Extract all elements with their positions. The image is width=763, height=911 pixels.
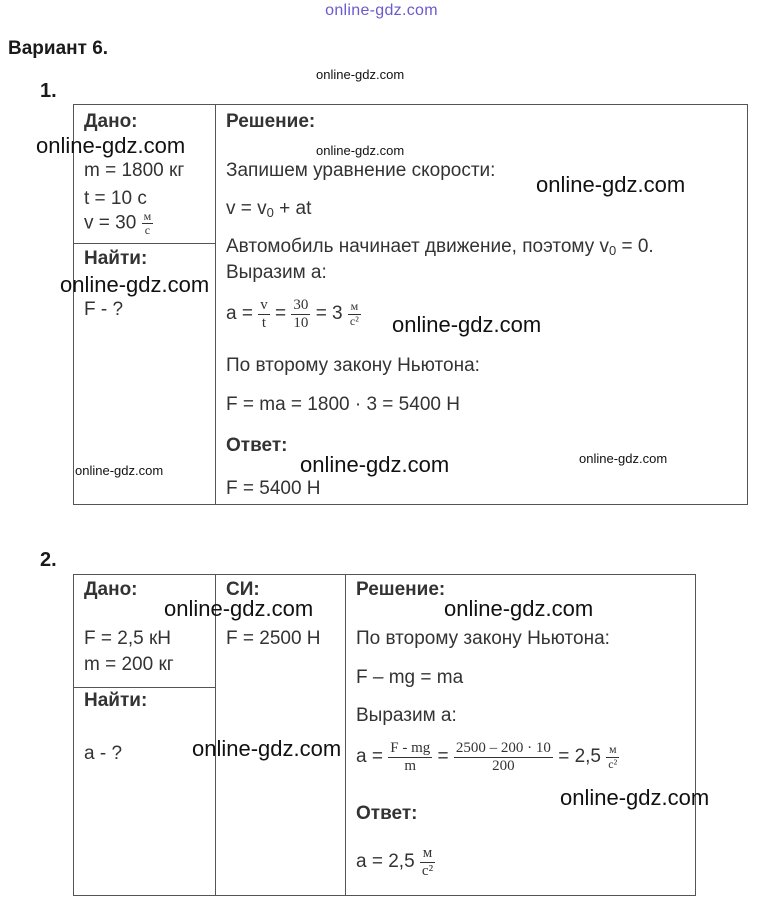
unit-numerator: м (143, 209, 152, 223)
denominator: m (404, 757, 417, 774)
watermark: online-gdz.com (192, 736, 342, 761)
p1-line-velocity-eq: Запишем уравнение скорости: (226, 160, 496, 181)
p2-given-force: F = 2,5 кН (84, 628, 171, 649)
variant-title: Вариант 6. (8, 38, 109, 59)
eq-part: a = (356, 746, 383, 768)
p2-answer-head: Ответ: (356, 803, 418, 824)
watermark: online-gdz.com (300, 452, 450, 477)
denominator: с² (421, 862, 434, 879)
denominator: с² (349, 313, 359, 328)
p2-find-cell (73, 687, 216, 896)
unit-denominator: с (144, 223, 151, 238)
watermark: online-gdz.com (560, 785, 710, 810)
p1-given-mass: m = 1800 кг (84, 160, 185, 181)
text-part: = 0. (616, 236, 654, 257)
numerator: м (420, 845, 435, 863)
watermark: online-gdz.com (75, 463, 164, 478)
watermark: online-gdz.com (36, 133, 186, 158)
numerator: м (606, 743, 619, 757)
watermark: online-gdz.com (579, 451, 668, 466)
eq-part: + at (273, 198, 312, 219)
problem-1-number: 1. (40, 80, 57, 102)
p2-solution-head: Решение: (356, 579, 446, 600)
p2-si-cell (215, 574, 346, 896)
p2-line-express: Выразим а: (356, 705, 457, 726)
numerator: 30 (293, 297, 309, 313)
p2-si-head: СИ: (226, 579, 260, 600)
numerator: м (348, 300, 361, 314)
unit-fraction (420, 845, 435, 879)
unit-fraction (348, 300, 361, 327)
numerator: 2500 – 200 · 10 (455, 740, 551, 756)
watermark: online-gdz.com (60, 272, 210, 297)
eq-subscript: 0 (266, 205, 274, 220)
p2-given-head: Дано: (84, 579, 138, 600)
site-header-link[interactable]: online-gdz.com (325, 2, 438, 19)
p2-solution-cell (345, 574, 696, 896)
fraction (258, 297, 270, 331)
numerator: F - mg (390, 740, 431, 756)
problem-2-number: 2. (40, 549, 57, 571)
p2-si-value: F = 2500 Н (226, 628, 321, 649)
denominator: 200 (492, 757, 515, 774)
p1-given-head: Дано: (84, 111, 138, 132)
p1-answer-head: Ответ: (226, 435, 288, 456)
text-subscript: 0 (608, 243, 617, 258)
eq-part: = 2,5 (558, 746, 601, 768)
p1-eq-force: F = ma = 1800 · 3 = 5400 Н (226, 394, 460, 415)
p1-velocity-prefix: v = 30 (84, 212, 137, 234)
p1-solution-cell (215, 104, 748, 505)
p2-eq-newton: F – mg = ma (356, 667, 464, 688)
denominator: с² (608, 756, 618, 771)
watermark: online-gdz.com (164, 596, 314, 621)
watermark: online-gdz.com (536, 172, 686, 197)
p2-find-head: Найти: (84, 690, 148, 711)
p1-given-cell (73, 104, 216, 244)
eq-part: = (437, 746, 449, 768)
eq-part: = 3 (315, 303, 343, 325)
p1-given-velocity (84, 210, 153, 237)
numerator: v (260, 297, 268, 313)
answer-prefix: a = 2,5 (356, 851, 415, 873)
denominator: 10 (293, 314, 309, 331)
denominator: t (261, 314, 267, 331)
p1-find-value: F - ? (84, 299, 124, 320)
p1-given-time: t = 10 с (84, 188, 147, 209)
p2-line-newton: По второму закону Ньютона: (356, 628, 610, 649)
fraction (388, 740, 432, 774)
watermark: online-gdz.com (316, 143, 405, 158)
p1-eq-acceleration (226, 297, 361, 331)
p1-answer-value: F = 5400 Н (226, 478, 321, 499)
eq-part: a = (226, 303, 253, 325)
fraction (454, 740, 553, 774)
watermark: online-gdz.com (316, 67, 405, 82)
p2-find-value: a - ? (84, 743, 123, 764)
p2-eq-acceleration (356, 740, 619, 774)
unit-fraction (606, 743, 619, 770)
p1-find-head: Найти: (84, 248, 148, 269)
watermark: online-gdz.com (392, 312, 542, 337)
p1-line-newton: По второму закону Ньютона: (226, 355, 480, 376)
p2-given-mass: m = 200 кг (84, 654, 174, 675)
p1-line-starts (226, 236, 654, 258)
watermark: online-gdz.com (444, 596, 594, 621)
p2-answer-value (356, 845, 435, 879)
text-part: Автомобиль начинает движение, поэтому v (226, 236, 609, 257)
fraction (291, 297, 310, 331)
p1-line-express: Выразим а: (226, 262, 327, 283)
eq-part: = (275, 303, 287, 325)
p1-eq-velocity (226, 198, 311, 220)
p2-given-cell (73, 574, 216, 688)
p1-velocity-unit (142, 210, 154, 237)
p1-solution-head: Решение: (226, 111, 316, 132)
eq-part: v = v (226, 198, 267, 219)
